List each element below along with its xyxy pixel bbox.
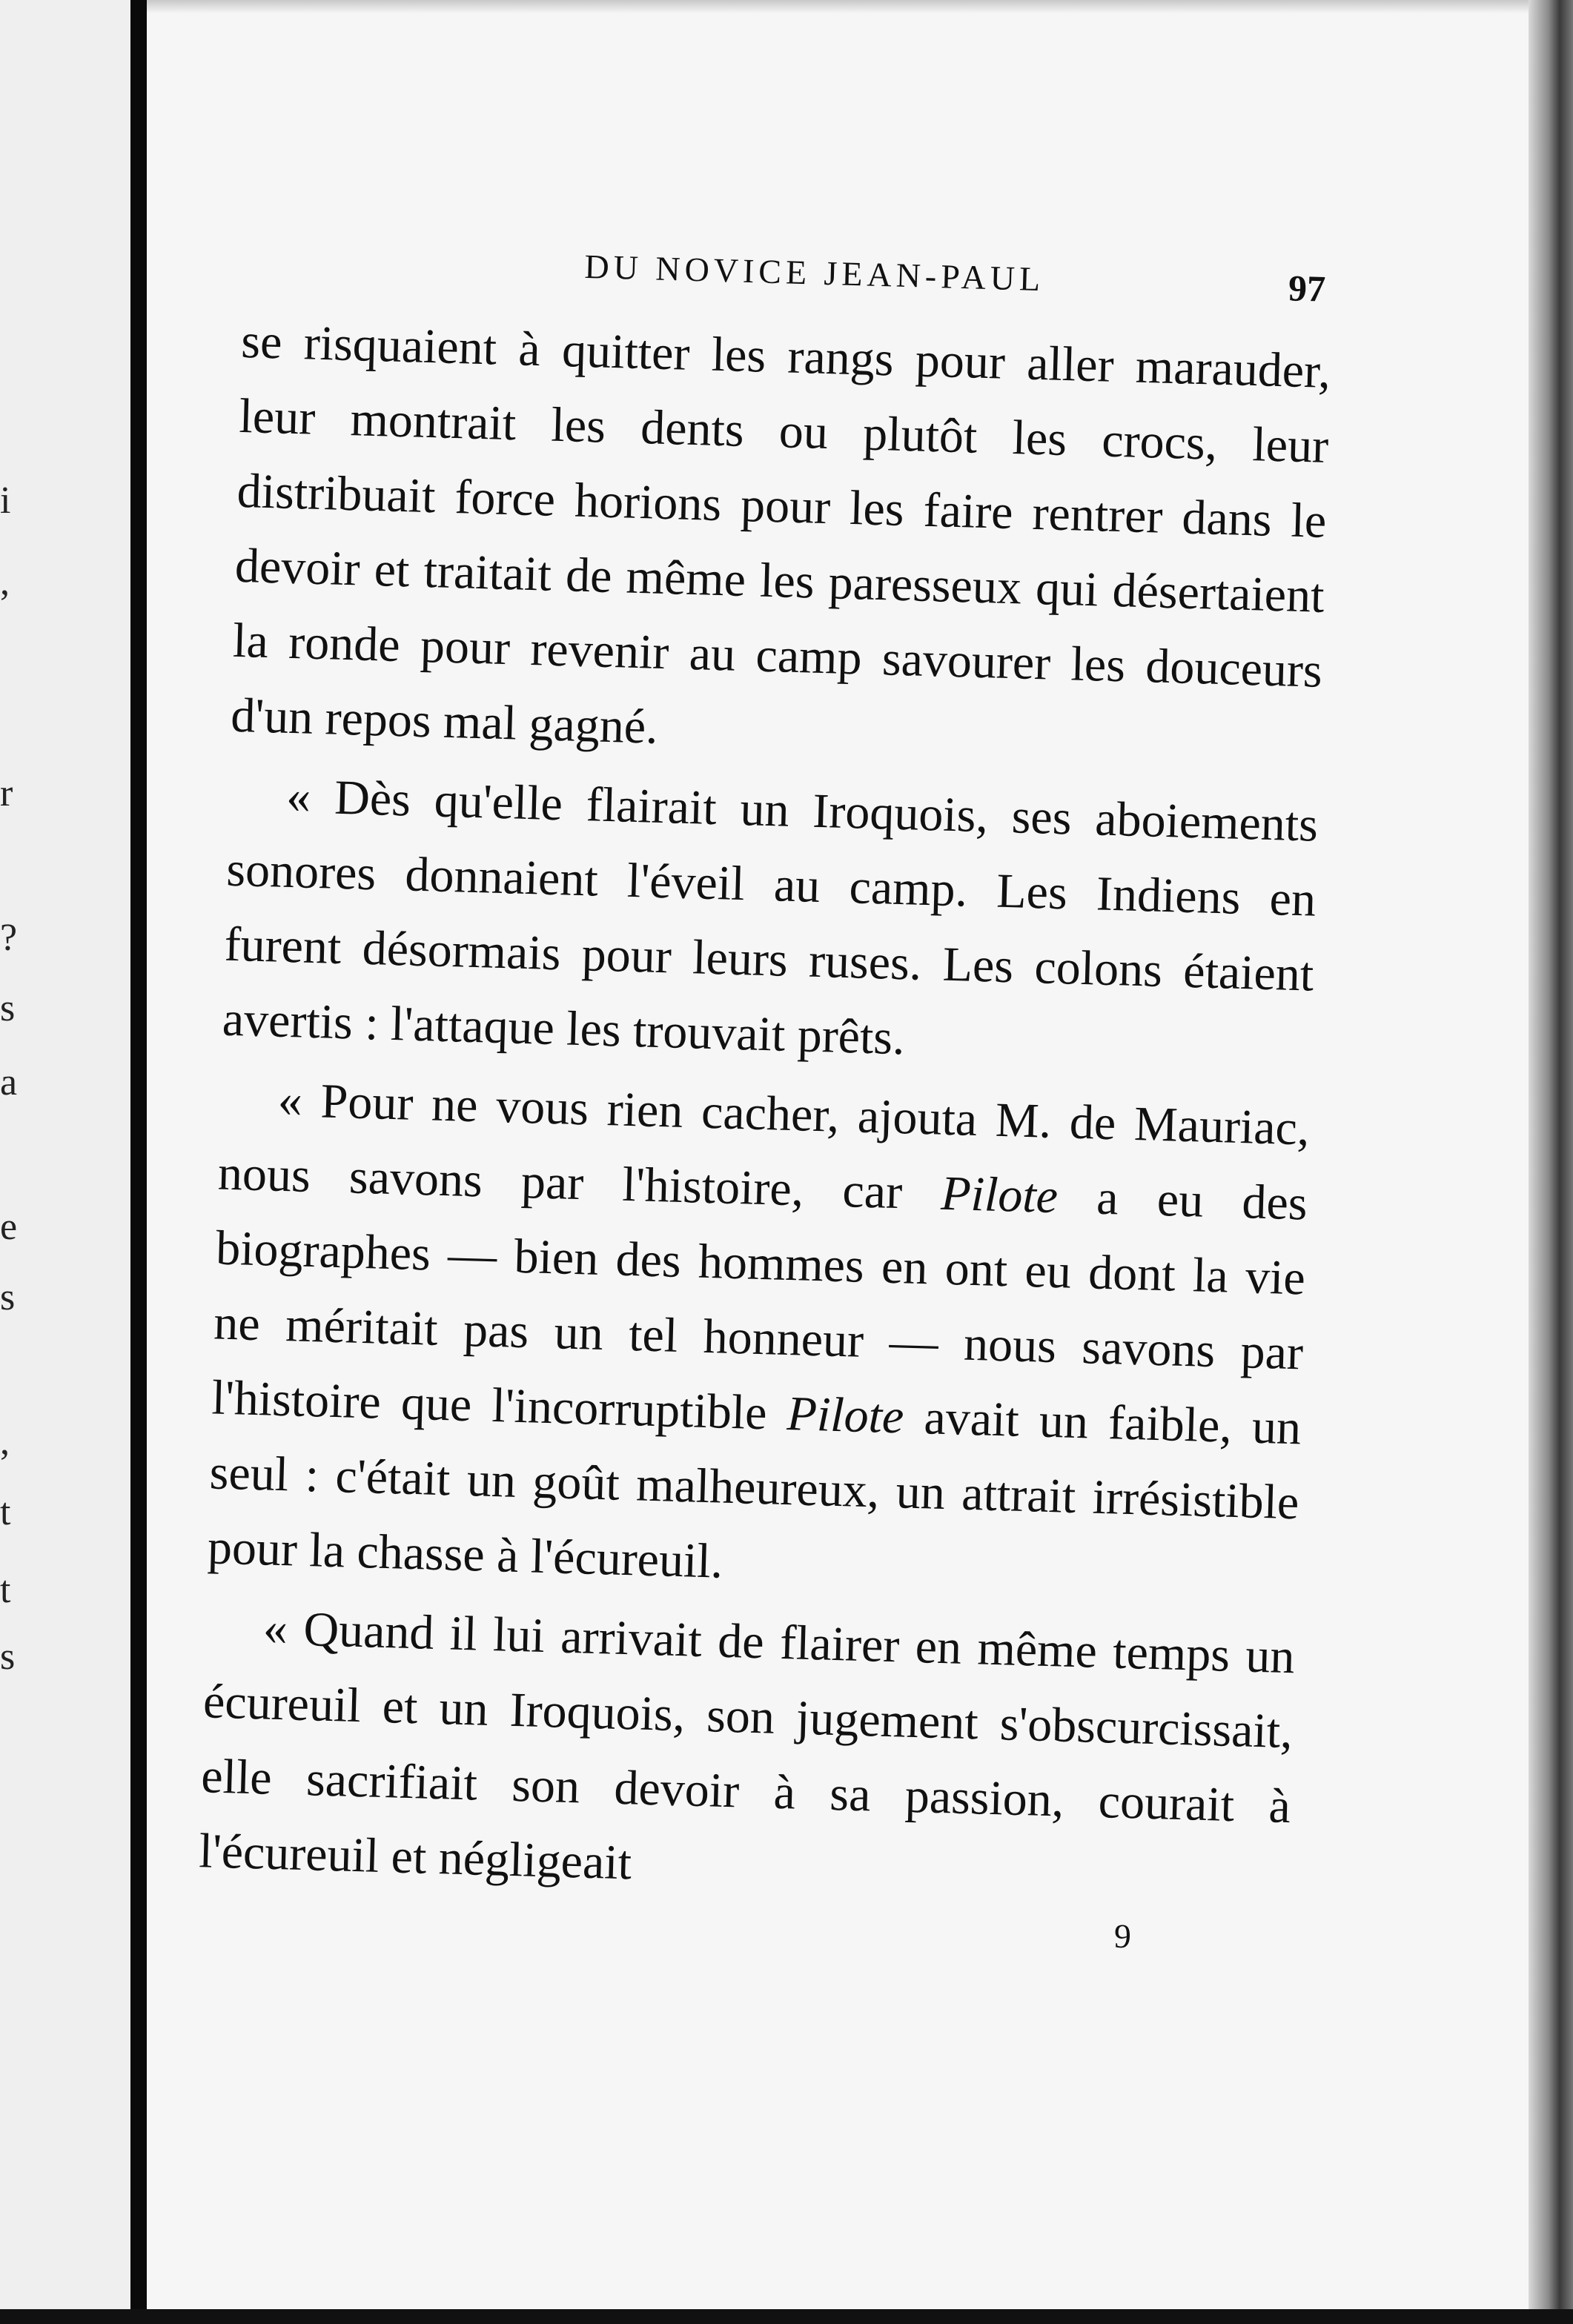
facing-page-char: t — [0, 1569, 11, 1611]
italic-name: Pilote — [786, 1387, 905, 1444]
facing-page-char: e — [0, 1206, 18, 1248]
facing-page-char: t — [0, 1491, 11, 1533]
paragraph-text: a eu des biographes — bien des hommes en ont eu dont la vie ne méritait pas un tel honneur — nous savons par l'histoire que l'incorruptible — [211, 1169, 1308, 1441]
paragraph — [207, 1061, 1311, 1616]
facing-page-char: , — [0, 561, 10, 603]
facing-page-char: r — [0, 772, 13, 814]
body-text — [198, 304, 1331, 1919]
facing-page-char: a — [0, 1061, 18, 1103]
facing-page-char: i — [0, 479, 11, 522]
page-number: 97 — [1288, 267, 1326, 310]
italic-name: Pilote — [940, 1166, 1059, 1224]
signature-mark: 9 — [1113, 1916, 1132, 1956]
running-head: DU NOVICE JEAN-PAUL — [583, 247, 1045, 299]
paragraph-text: « Pour ne vous rien cacher, ajouta M. de Mauriac, nous savons par l'histoire, car — [217, 1072, 1311, 1221]
facing-page-char: s — [0, 1636, 16, 1678]
facing-page-margin — [0, 0, 141, 2324]
facing-page-char: ? — [0, 917, 18, 959]
facing-page-char: , — [0, 1421, 10, 1463]
facing-page-char: s — [0, 1276, 16, 1318]
paragraph: « Quand il lui arrivait de flairer en même temps un écureuil et un Iroquois, son jugement s'obscurcissait, elle sacrifiait son devoir à sa passion, courait à l'écureuil et négligeait — [198, 1601, 1296, 1890]
page-right-edge — [1529, 0, 1573, 2324]
facing-page-char: s — [0, 987, 16, 1029]
book-spine-shadow — [130, 0, 147, 2324]
page-bottom-edge — [0, 2309, 1573, 2324]
paragraph: « Dès qu'elle flairait un Iroquois, ses aboiements sonores donnaient l'éveil au camp. Les Indiens en furent désormais pour leurs ruses. Les colons étaient avertis : l'attaque les trouvait prêts. — [221, 768, 1319, 1066]
paragraph: se risquaient à quitter les rangs pour aller marauder, leur montrait les dents ou plutôt les crocs, leur distribuait force horions pour les faire rentrer dans le devoir et traitait de même les paresseux qui désertaient la ronde pour revenir au camp savourer les douceurs d'un repos mal gagné. — [230, 313, 1331, 754]
book-page — [197, 222, 1334, 1963]
paragraph-text: avait un faible, un seul : c'était un goût malheureux, un attrait irrésistible pour la chasse à l'écureuil. — [207, 1390, 1302, 1589]
page-top-edge — [147, 0, 1529, 13]
